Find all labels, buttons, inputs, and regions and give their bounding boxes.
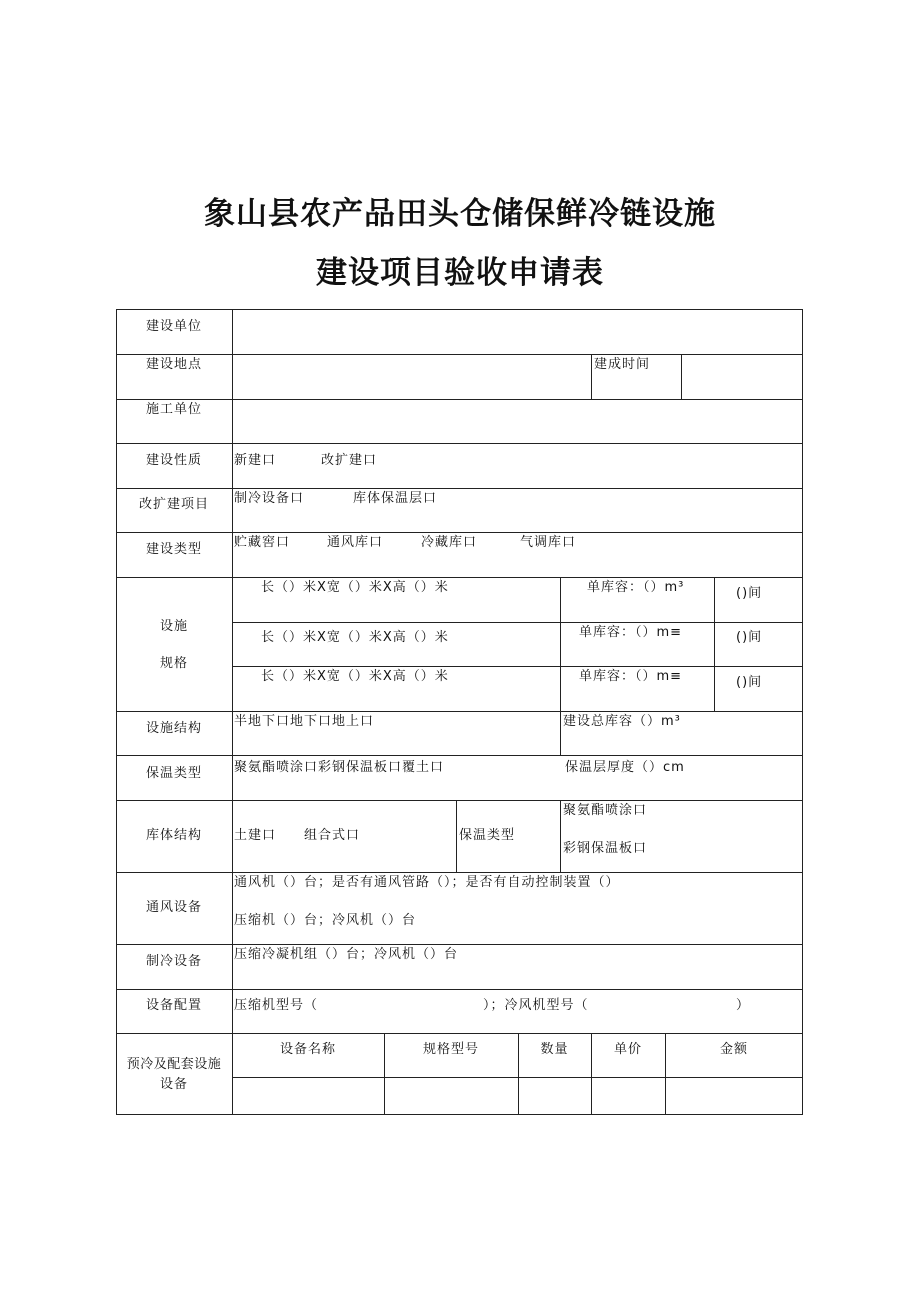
header-amount: 金额 [719, 1042, 748, 1057]
label-spec-line2: 规格 [159, 656, 188, 671]
row-line [116, 354, 803, 355]
spec-capacity[interactable]: 单库容：（）m³ [587, 580, 685, 595]
label-ventilation-equipment: 通风设备 [145, 900, 202, 915]
label-construction-type: 建设类型 [145, 542, 202, 557]
location-time-divider [591, 354, 592, 399]
application-form-table [116, 309, 803, 1115]
body-divider [456, 800, 457, 872]
header-equipment-name: 设备名称 [279, 1042, 336, 1057]
option-steel-panel[interactable]: 彩钢保温板口 [563, 841, 648, 856]
precool-cell-price[interactable] [593, 1079, 663, 1113]
spec-capacity[interactable]: 单库容：（）m≡ [579, 669, 683, 684]
spec-rooms[interactable]: ()间 [736, 675, 763, 690]
spec-sub-line [232, 666, 803, 667]
row-line [116, 944, 803, 945]
label-refrigeration-equipment: 制冷设备 [145, 954, 202, 969]
label-expansion-project: 改扩建项目 [138, 497, 209, 512]
label-completion-time: 建成时间 [594, 357, 651, 372]
table-border-right [802, 309, 803, 1115]
label-equipment-config: 设备配置 [145, 998, 202, 1013]
row-line [116, 577, 803, 578]
spec-rooms[interactable]: ()间 [736, 630, 763, 645]
table-border-bottom [116, 1114, 803, 1115]
ventilation-line2[interactable]: 压缩机（）台；冷风机（）台 [234, 913, 417, 928]
option-renovation[interactable]: 改扩建口 [321, 453, 378, 468]
total-capacity[interactable]: 建设总库容（）m³ [563, 714, 681, 729]
compressor-model-label[interactable]: 压缩机型号（ [234, 998, 319, 1013]
label-construction-nature: 建设性质 [145, 453, 202, 468]
construction-unit-field[interactable] [234, 311, 800, 352]
label-facility-structure: 设施结构 [145, 721, 202, 736]
row-line [116, 800, 803, 801]
option-insulation-layer[interactable]: 库体保温层口 [353, 491, 438, 506]
body-divider [560, 800, 561, 872]
option-refrigeration-equipment[interactable]: 制冷设备口 [234, 491, 305, 506]
label-body-insulation-type: 保温类型 [459, 828, 516, 843]
insulation-thickness[interactable]: 保温层厚度（）cm [565, 760, 685, 775]
structure-divider [560, 711, 561, 755]
row-line [116, 488, 803, 489]
precool-cell-amount[interactable] [667, 1079, 800, 1113]
label-contractor: 施工单位 [145, 402, 202, 417]
label-store-body-structure: 库体结构 [145, 828, 202, 843]
option-cold-store[interactable]: 冷藏库口 [421, 535, 478, 550]
row-line [116, 399, 803, 400]
header-quantity: 数量 [540, 1042, 569, 1057]
label-precool-line2: 设备 [159, 1077, 188, 1092]
refrigeration-line1[interactable]: 压缩冷凝机组（）台；冷风机（）台 [234, 947, 459, 962]
option-ventilated-store[interactable]: 通风库口 [327, 535, 384, 550]
form-title-line2: 建设项目验收申请表 [316, 255, 604, 291]
row-line [116, 755, 803, 756]
table-border-top [116, 309, 803, 310]
contractor-field[interactable] [234, 401, 800, 441]
header-unit-price: 单价 [613, 1042, 642, 1057]
precool-cell-quantity[interactable] [520, 1079, 589, 1113]
option-ca-store[interactable]: 气调库口 [520, 535, 577, 550]
row-line [116, 989, 803, 990]
body-options[interactable]: 土建口 组合式口 [234, 828, 361, 843]
precool-cell-name[interactable] [234, 1079, 382, 1113]
row-line [116, 711, 803, 712]
row-line [116, 532, 803, 533]
form-title-line1: 象山县农产品田头仓储保鲜冷链设施 [204, 196, 716, 232]
spec-capacity[interactable]: 单库容：（）m≡ [579, 625, 683, 640]
spec-sub-line [232, 622, 803, 623]
fan-model-close: ） [736, 998, 751, 1013]
option-pu-spray[interactable]: 聚氨酯喷涂口 [563, 803, 648, 818]
spec-rooms[interactable]: ()间 [736, 586, 763, 601]
construction-location-field[interactable] [234, 356, 589, 397]
location-time-divider [681, 354, 682, 399]
row-line [116, 1033, 803, 1034]
row-line [116, 443, 803, 444]
spec-dimensions[interactable]: 长（）米X宽（）米X高（）米 [261, 580, 449, 595]
insulation-options[interactable]: 聚氨酯喷涂口彩钢保温板口覆土口 [234, 760, 445, 775]
label-precool-line1: 预冷及配套设施 [126, 1057, 222, 1072]
completion-time-field[interactable] [683, 356, 800, 397]
precool-cell-model[interactable] [386, 1079, 516, 1113]
option-new-build[interactable]: 新建口 [234, 453, 277, 468]
spec-dimensions[interactable]: 长（）米X宽（）米X高（）米 [261, 669, 449, 684]
row-line [116, 872, 803, 873]
header-spec-model: 规格型号 [422, 1042, 479, 1057]
spec-rooms-divider [714, 577, 715, 711]
option-storage-cellar[interactable]: 贮藏窖口 [234, 535, 291, 550]
label-spec-line1: 设施 [159, 619, 188, 634]
label-construction-location: 建设地点 [145, 357, 202, 372]
spec-dimensions[interactable]: 长（）米X宽（）米X高（）米 [261, 630, 449, 645]
label-column-divider [232, 309, 233, 1115]
spec-capacity-divider [560, 577, 561, 711]
fan-model-label[interactable]: ）；冷风机型号（ [483, 998, 589, 1013]
ventilation-line1[interactable]: 通风机（）台；是否有通风管路（）；是否有自动控制装置（） [234, 875, 620, 890]
table-border-left [116, 309, 117, 1115]
label-construction-unit: 建设单位 [145, 319, 202, 334]
label-insulation-type: 保温类型 [145, 766, 202, 781]
structure-options[interactable]: 半地下口地下口地上口 [234, 714, 375, 729]
